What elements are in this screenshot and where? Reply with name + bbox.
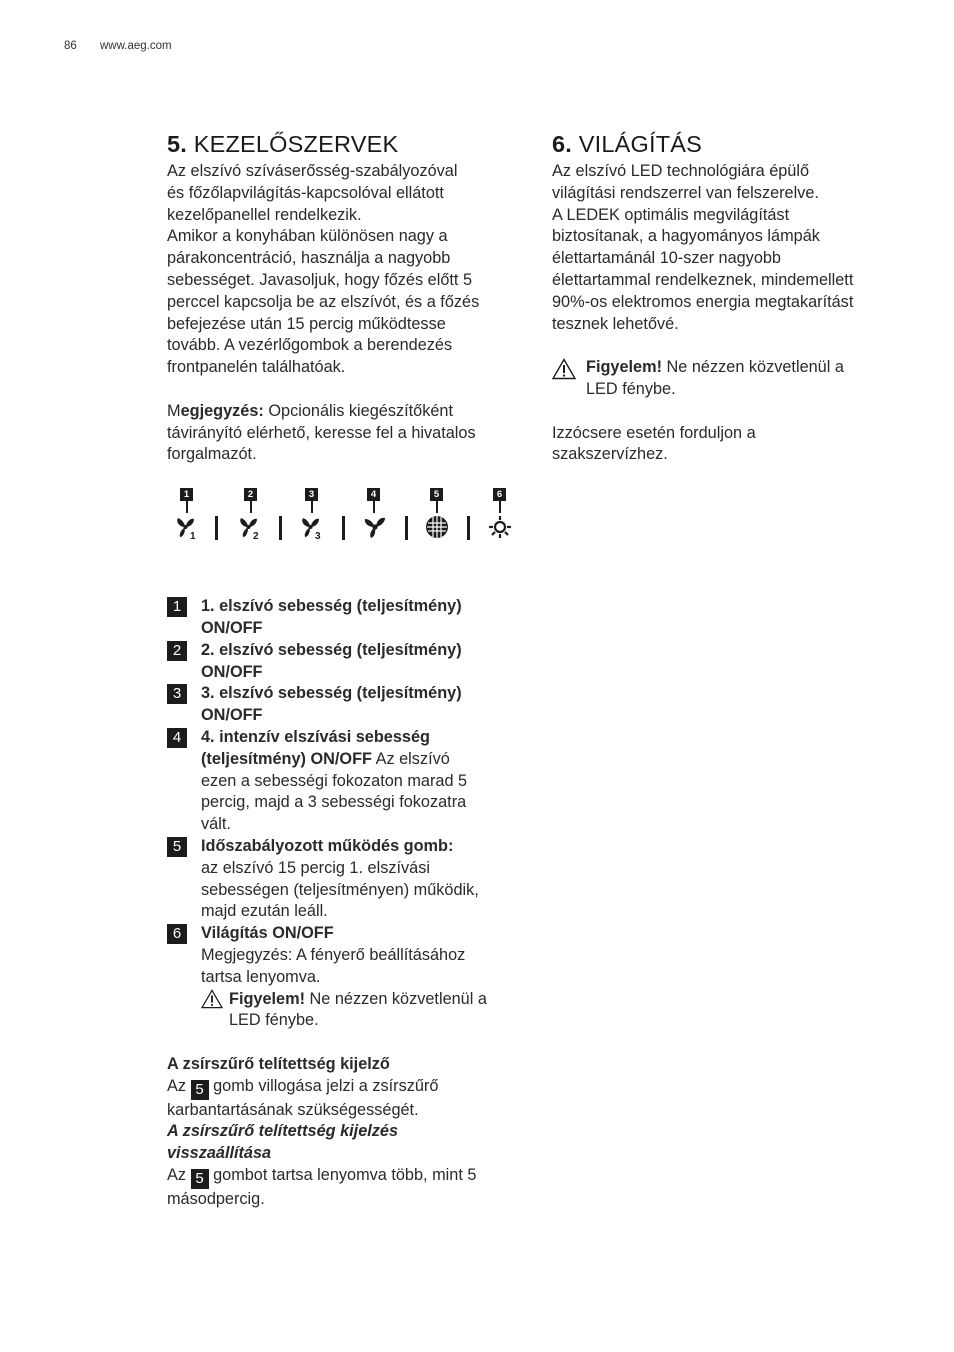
fan-intensive-icon[interactable] xyxy=(362,514,388,540)
site-url: www.aeg.com xyxy=(100,40,172,52)
svg-text:1: 1 xyxy=(190,531,196,541)
button-5-badge: 5 xyxy=(191,1080,209,1100)
legend-item-5: 5 Időszabályozott működés gomb: az elszívó 15 percig 1. elszívási sebességen (teljesítményen) működik, majd ezután leáll. xyxy=(167,836,522,923)
filter-indicator-section: A zsírszűrő telítettség kijelző Az 5 gomb villogása jelzi a zsírszűrő karbantartásának szükségességét. A zsírszűrő telítettség kijelzés visszaállítása Az 5 gombot tartsa lenyomva több, mint 5 másodpercig. xyxy=(167,1054,477,1209)
legend-badge: 1 xyxy=(167,597,187,617)
legend-badge: 2 xyxy=(167,641,187,661)
page-header xyxy=(64,40,172,52)
lighting-warning: Figyelem! Ne nézzen közvetlenül a LED fénybe. xyxy=(552,357,897,401)
svg-text:3: 3 xyxy=(315,531,321,541)
controls-legend xyxy=(167,596,522,1032)
lighting-section xyxy=(552,130,897,466)
legend-warning: Figyelem! Ne nézzen közvetlenül a LED fénybe. xyxy=(201,989,522,1033)
grease-filter-timer-icon[interactable] xyxy=(424,514,450,540)
button-5-badge: 5 xyxy=(191,1169,209,1189)
legend-item-2: 2 2. elszívó sebesség (teljesítmény) ON/OFF xyxy=(167,640,522,684)
panel-number-3: 3 xyxy=(305,488,318,501)
fan-speed-3-icon[interactable] xyxy=(299,514,325,540)
warning-icon xyxy=(552,358,576,380)
controls-note: Megjegyzés: Opcionális kiegészítőként távirányító elérhető, keresse fel a hivatalos forgalmazót. xyxy=(167,401,476,464)
legend-badge: 6 xyxy=(167,924,187,944)
filter-heading: A zsírszűrő telítettség kijelző xyxy=(167,1054,390,1073)
panel-number-4: 4 xyxy=(367,488,380,501)
control-panel-diagram xyxy=(167,488,522,596)
controls-section xyxy=(167,130,522,1211)
legend-badge: 4 xyxy=(167,728,187,748)
warning-icon xyxy=(201,989,223,1009)
panel-number-6: 6 xyxy=(493,488,506,501)
panel-number-5: 5 xyxy=(430,488,443,501)
panel-number-2: 2 xyxy=(244,488,257,501)
controls-heading: 5. KEZELŐSZERVEK xyxy=(167,131,399,157)
panel-number-1: 1 xyxy=(180,488,193,501)
fan-speed-2-icon[interactable] xyxy=(237,514,263,540)
page-number: 86 xyxy=(64,40,77,52)
legend-item-3: 3 3. elszívó sebesség (teljesítmény) ON/OFF xyxy=(167,683,522,727)
svg-text:2: 2 xyxy=(253,531,259,541)
legend-item-6: 6 Világítás ON/OFF Megjegyzés: A fényerő beállításához tartsa lenyomva. Figyelem! Ne nézzen közvetlenül a LED fénybe. xyxy=(167,923,522,1032)
fan-speed-1-icon[interactable] xyxy=(174,514,200,540)
legend-badge: 3 xyxy=(167,684,187,704)
reset-heading: A zsírszűrő telítettség kijelzés xyxy=(167,1122,399,1141)
legend-badge: 5 xyxy=(167,837,187,857)
lighting-heading: 6. VILÁGÍTÁS xyxy=(552,131,702,157)
controls-intro: Az elszívó szíváserősség-szabályozóval és főzőlapvilágítás-kapcsolóval ellátott kezelőpanellel rendelkezik. Amikor a konyhában különösen nagy a párakoncentráció, használja a nagyobb sebességet. Javasoljuk, hogy főzés előtt 5 perccel kapcsolja be az elszívót, és a főzés befejezése után 15 percig működtesse tovább. A vezérlőgombok a berendezés frontpanelén találhatóak. xyxy=(167,162,480,377)
legend-item-4: 4 4. intenzív elszívási sebesség (teljesítmény) ON/OFF Az elszívó ezen a sebességi fokozaton marad 5 percig, majd a 3 sebességi fokozatra vált. xyxy=(167,727,522,836)
lighting-intro: Az elszívó LED technológiára épülő világítási rendszerrel van felszerelve. A LEDEK optimális megvilágítást biztosítanak, a hagyományos lámpák élettartamánál 10-szer nagyobb élettartammal rendelkeznek, mindemellett 90%-os elektromos energia megtakarítást tesznek lehetővé. xyxy=(552,162,854,333)
legend-item-1: 1 1. elszívó sebesség (teljesítmény) ON/OFF xyxy=(167,596,522,640)
light-icon[interactable] xyxy=(487,514,513,540)
lighting-service: Izzócsere esetén forduljon a szakszervízhez. xyxy=(552,423,756,464)
